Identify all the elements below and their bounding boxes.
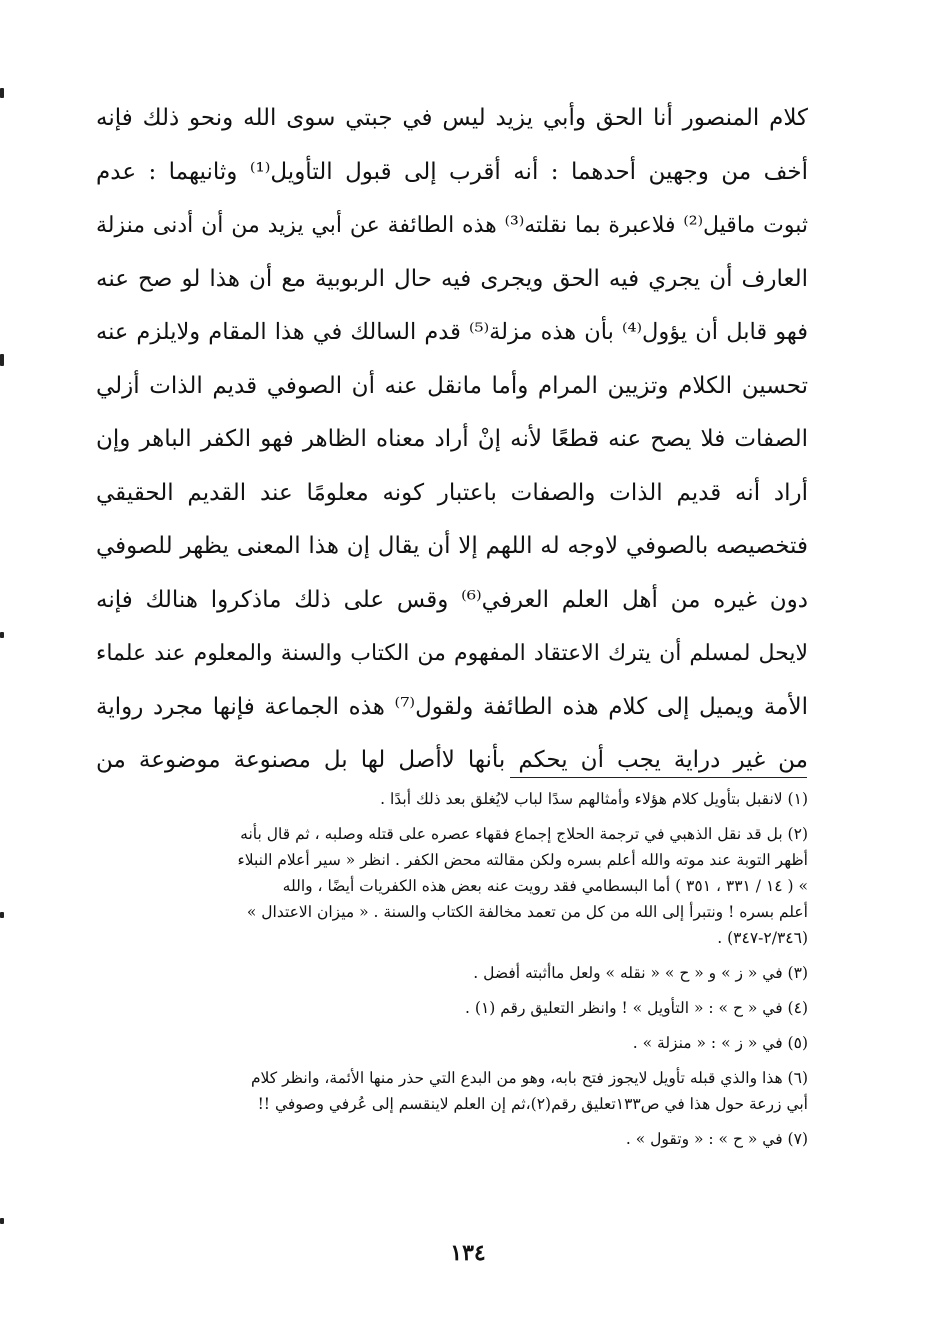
footnote-line: (٧) في « ح » : « وتقول » . xyxy=(625,1130,808,1148)
footnote-1 xyxy=(96,786,808,812)
text-line: من غير دراية يجب أن يحكم بأنها لاأصل لها بل مصنوعة موضوعة من xyxy=(96,747,808,773)
footnote-line: (٤) في « ح » : « التأويل » ! وانظر التعليق رقم (١) . xyxy=(465,999,808,1017)
text-line: دون غيره من أهل العلم العرفي⁽⁶⁾ وقس على ذلك ماذكروا هنالك فإنه xyxy=(96,586,808,613)
footnote-4 xyxy=(96,995,808,1021)
scan-edge-mark xyxy=(0,354,4,366)
footnote-2 xyxy=(96,821,808,951)
footnote-line: (٥) في « ز » : « منزلة » . xyxy=(632,1034,808,1052)
main-text xyxy=(96,92,808,788)
footnote-line: » ( ١٤ / ٣٣١ ، ٣٥١ ) أما البسطامي فقد رويت عنه بعض هذه الكفريات أيضًا ، والله xyxy=(282,877,808,895)
footnote-line: (٣) في « ز » و « ح » « نقله » ولعل ماأثبته أفضل . xyxy=(473,964,808,982)
footnote-line: (٢/٣٤٦-٣٤٧) . xyxy=(717,929,808,947)
footnote-line: (٢) بل قد نقل الذهبي في ترجمة الحلاج إجماع فقهاء عصره على قتله وصلبه ، ثم قال بأنه xyxy=(240,825,808,843)
scan-edge-mark xyxy=(0,1218,4,1224)
text-line: لايحل لمسلم أن يترك الاعتقاد المفهوم من الكتاب والسنة والمعلوم عند علماء xyxy=(96,641,808,666)
text-line: ثبوت ماقيل⁽²⁾ فلاعبرة بما نقلته⁽³⁾ هذه الطائفة عن أبي يزيد من أن أدنى منزلة xyxy=(96,213,808,238)
scan-edge-mark xyxy=(0,88,4,98)
footnote-line: (١) لانقبل بتأويل كلام هؤلاء وأمثالهم سدًا لباب لايُغلق بعد ذلك أبدًا . xyxy=(380,790,808,808)
text-line: تحسين الكلام وتزيين المرام وأما مانقل عنه أن الصوفي قديم الذات أزلي xyxy=(96,372,808,399)
footnote-3 xyxy=(96,960,808,986)
footnote-5 xyxy=(96,1030,808,1056)
scan-edge-mark xyxy=(0,912,4,918)
footnote-line: أعلم بسره ! ونتبرأ إلى الله من كل من تعمد مخالفة الكتاب والسنة . « ميزان الاعتدال » xyxy=(246,903,808,921)
text-line: الأمة ويميل إلى كلام هذه الطائفة ولقول⁽⁷⁾ هذه الجماعة فإنها مجرد رواية xyxy=(96,693,808,720)
footnote-7 xyxy=(96,1126,808,1152)
text-line: فتخصيصه بالصوفي لاوجه له اللهم إلا أن يقال إن هذا المعنى يظهر للصوفي xyxy=(96,533,808,559)
footnote-line: (٦) هذا والذي قبله تأويل لايجوز فتح بابه، وهو من البدع التي حذر منها الأئمة، وانظر كلام xyxy=(250,1069,808,1087)
page-number: ١٣٤ xyxy=(450,1240,486,1266)
scan-edge-mark xyxy=(0,632,4,638)
text-line: أخف من وجهين أحدهما : أنه أقرب إلى قبول التأويل⁽¹⁾ وثانيهما : عدم xyxy=(96,158,808,185)
footnote-line: أبي زرعة حول هذا في ص١٣٣تعليق رقم(٢)،ثم إن العلم لاينقسم إلى عُرفي وصوفي !! xyxy=(257,1095,808,1113)
text-line: العارف أن يجري فيه الحق ويجرى فيه حال الربوبية مع أن هذا لو صح عنه xyxy=(96,265,808,292)
footnote-line: أظهر التوبة عند موته والله أعلم بسره ولكن مقالته محض الكفر . انظر « سير أعلام النبلاء xyxy=(237,851,808,869)
footnotes xyxy=(96,786,808,1161)
text-line: كلام المنصور أنا الحق وأبي يزيد ليس في جبتي سوى الله ونحو ذلك فإنه xyxy=(96,105,808,131)
footnote-6 xyxy=(96,1065,808,1117)
text-line: الصفات فلا يصح عنه قطعًا لأنه إنْ أراد معناه الظاهر فهو الكفر الباهر وإن xyxy=(96,426,808,452)
footnote-separator xyxy=(510,777,807,778)
text-line: أراد أنه قديم الذات والصفات باعتبار كونه معلومًا عند القديم الحقيقي xyxy=(96,479,808,506)
text-line: فهو قابل أن يؤول⁽⁴⁾ بأن هذه مزلة⁽⁵⁾ قدم السالك في هذا المقام ولايلزم عنه xyxy=(96,319,808,345)
